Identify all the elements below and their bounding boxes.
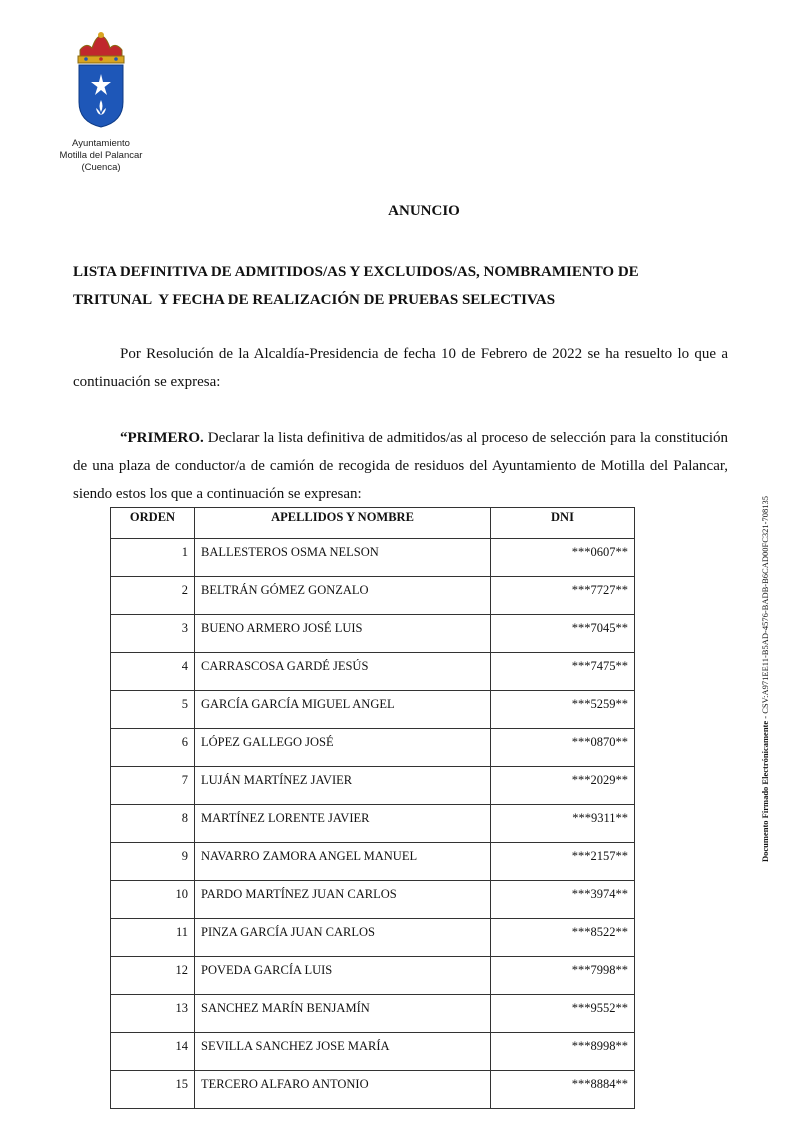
row-dni: ***8998** xyxy=(491,1033,635,1071)
row-orden: 4 xyxy=(111,653,195,691)
row-dni: ***8884** xyxy=(491,1071,635,1109)
org-line: (Cuenca) xyxy=(81,162,121,173)
org-line: Ayuntamiento xyxy=(72,138,130,149)
row-orden: 6 xyxy=(111,729,195,767)
row-dni: ***7045** xyxy=(491,615,635,653)
row-name: CARRASCOSA GARDÉ JESÚS xyxy=(195,653,491,691)
row-dni: ***0607** xyxy=(491,539,635,577)
intro-paragraph: Por Resolución de la Alcaldía-Presidencia de fecha 10 de Febrero de 2022 se ha resuelto lo que a continuación se expresa: xyxy=(73,346,728,390)
coat-of-arms-icon xyxy=(66,30,136,130)
row-name: GARCÍA GARCÍA MIGUEL ANGEL xyxy=(195,691,491,729)
table-row xyxy=(111,843,635,881)
row-orden: 2 xyxy=(111,577,195,615)
row-orden: 9 xyxy=(111,843,195,881)
table-row xyxy=(111,995,635,1033)
column-header-name: APELLIDOS Y NOMBRE xyxy=(195,508,491,539)
row-orden: 15 xyxy=(111,1071,195,1109)
row-orden: 1 xyxy=(111,539,195,577)
electronic-signature-note xyxy=(760,462,770,862)
first-resolution-paragraph xyxy=(73,424,728,508)
table-row xyxy=(111,653,635,691)
row-orden: 11 xyxy=(111,919,195,957)
table-row xyxy=(111,691,635,729)
table-row xyxy=(111,957,635,995)
row-orden: 14 xyxy=(111,1033,195,1071)
table-row xyxy=(111,767,635,805)
csv-code: - CSV:A971EE11-B5AD-4576-BADB-B6CAD00FC321-708135 xyxy=(760,496,770,721)
row-name: LUJÁN MARTÍNEZ JAVIER xyxy=(195,767,491,805)
row-dni: ***3974** xyxy=(491,881,635,919)
table-row xyxy=(111,805,635,843)
row-name: SEVILLA SANCHEZ JOSE MARÍA xyxy=(195,1033,491,1071)
row-dni: ***7727** xyxy=(491,577,635,615)
row-name: MARTÍNEZ LORENTE JAVIER xyxy=(195,805,491,843)
row-name: PINZA GARCÍA JUAN CARLOS xyxy=(195,919,491,957)
table-row xyxy=(111,1071,635,1109)
table-row xyxy=(111,919,635,957)
row-dni: ***9552** xyxy=(491,995,635,1033)
table-row xyxy=(111,615,635,653)
heading-line: TRITUNAL Y FECHA DE REALIZACIÓN DE PRUEBAS SELECTIVAS xyxy=(73,292,556,308)
column-header-dni: DNI xyxy=(491,508,635,539)
row-name: TERCERO ALFARO ANTONIO xyxy=(195,1071,491,1109)
row-name: LÓPEZ GALLEGO JOSÉ xyxy=(195,729,491,767)
row-name: BUENO ARMERO JOSÉ LUIS xyxy=(195,615,491,653)
row-orden: 8 xyxy=(111,805,195,843)
column-header-orden: ORDEN xyxy=(111,508,195,539)
admitted-list-table xyxy=(110,507,635,1109)
row-orden: 7 xyxy=(111,767,195,805)
table-row xyxy=(111,729,635,767)
row-name: BALLESTEROS OSMA NELSON xyxy=(195,539,491,577)
row-dni: ***2157** xyxy=(491,843,635,881)
row-orden: 3 xyxy=(111,615,195,653)
row-name: NAVARRO ZAMORA ANGEL MANUEL xyxy=(195,843,491,881)
heading-line: LISTA DEFINITIVA DE ADMITIDOS/AS Y EXCLUIDOS/AS, NOMBRAMIENTO DE xyxy=(73,264,639,280)
row-orden: 5 xyxy=(111,691,195,729)
row-dni: ***0870** xyxy=(491,729,635,767)
row-name: PARDO MARTÍNEZ JUAN CARLOS xyxy=(195,881,491,919)
table-row xyxy=(111,1033,635,1071)
row-dni: ***7998** xyxy=(491,957,635,995)
paragraph-text: Declarar la lista definitiva de admitidos/as al proceso de selección para la constitución de una plaza de conductor/a de camión de recogida de residuos del Ayuntamiento de Motilla del Palancar, siendo estos los que a continuación se expresan: xyxy=(73,430,728,502)
signature-label: Documento Firmado Electrónicamente xyxy=(760,720,770,862)
row-orden: 10 xyxy=(111,881,195,919)
row-dni: ***2029** xyxy=(491,767,635,805)
row-dni: ***8522** xyxy=(491,919,635,957)
row-name: POVEDA GARCÍA LUIS xyxy=(195,957,491,995)
table-row xyxy=(111,577,635,615)
document-heading xyxy=(73,258,733,314)
organization-name xyxy=(40,138,162,174)
table-row xyxy=(111,539,635,577)
paragraph-lead: “PRIMERO. xyxy=(120,430,204,446)
row-name: BELTRÁN GÓMEZ GONZALO xyxy=(195,577,491,615)
row-orden: 12 xyxy=(111,957,195,995)
table-header-row xyxy=(111,508,635,539)
document-title: ANUNCIO xyxy=(388,203,460,219)
row-name: SANCHEZ MARÍN BENJAMÍN xyxy=(195,995,491,1033)
row-dni: ***7475** xyxy=(491,653,635,691)
org-line: Motilla del Palancar xyxy=(59,150,143,161)
row-orden: 13 xyxy=(111,995,195,1033)
table-row xyxy=(111,881,635,919)
row-dni: ***5259** xyxy=(491,691,635,729)
row-dni: ***9311** xyxy=(491,805,635,843)
